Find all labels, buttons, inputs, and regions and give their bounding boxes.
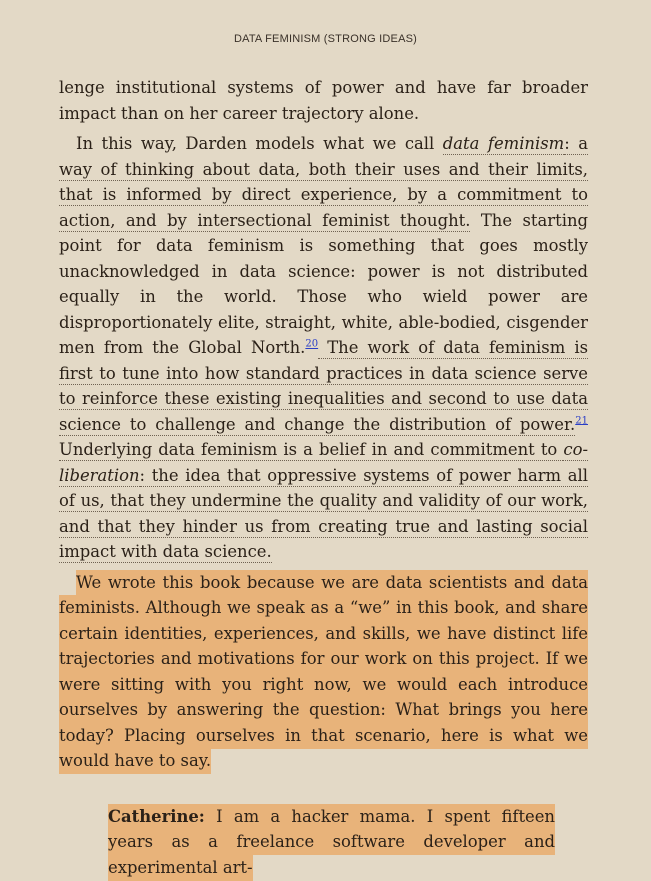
book-page-content <box>59 75 588 880</box>
annotated-sentence[interactable]: : the idea that oppressive systems of power harm all of us, that they undermine the quality and validity of our work, and that they hinder us from creating true and lasting social impact with data science. <box>59 465 588 561</box>
annotated-sentence[interactable]: : a way of thinking about data, both their uses and their limits, that is informed by direct experience, by a commitment to action, and by intersectional feminist thought. <box>59 134 588 230</box>
highlighted-quote[interactable] <box>108 804 555 881</box>
paragraph-data-feminism-definition <box>59 131 588 565</box>
paragraph-continuation: lenge institutional systems of power and have far broader impact than on her career trajectory alone. <box>59 78 588 123</box>
annotated-sentence[interactable]: Underlying data feminism is a belief in and commitment to <box>59 440 564 459</box>
footnote-link-20[interactable]: 20 <box>305 338 319 350</box>
paragraph-highlighted <box>59 570 588 774</box>
footnote-link-21[interactable]: 21 <box>575 415 588 427</box>
annotated-sentence[interactable]: The work of data feminism is first to tune into how standard practices in data science serve to reinforce these existing inequalities and second to use data science to challenge and change the distribution of power. <box>59 338 588 434</box>
sentence-text: In this way, Darden models what we call <box>76 134 443 153</box>
highlighted-passage[interactable]: We wrote this book because we are data scientists and data feminists. Although we speak as a “we” in this book, and share certain identities, experiences, and skills, we have distinct life trajectories and motivations for our work on this project. If we were sitting with you right now, we would each introduce ourselves by answering the question: What brings you here today? Placing ourselves in that scenario, here is what we would have to say. <box>59 570 588 775</box>
speaker-name: Catherine: <box>108 806 205 826</box>
block-quote-catherine <box>108 804 555 881</box>
running-header: DATA FEMINISM (STRONG IDEAS) <box>233 33 418 45</box>
term-co-liberation[interactable]: co-liberation <box>59 440 588 485</box>
term-data-feminism[interactable]: data feminism <box>442 134 565 153</box>
quote-text: I am a hacker mama. I spent fifteen years as a freelance software developer and experimental art- <box>108 806 555 877</box>
sentence-text: The starting point for data feminism is something that goes mostly unacknowledged in data science: power is not distributed equally in the world. Those who wield power are disproportionately elite, straight, white, able-bodied, cisgender men from the Global North. <box>59 210 588 357</box>
